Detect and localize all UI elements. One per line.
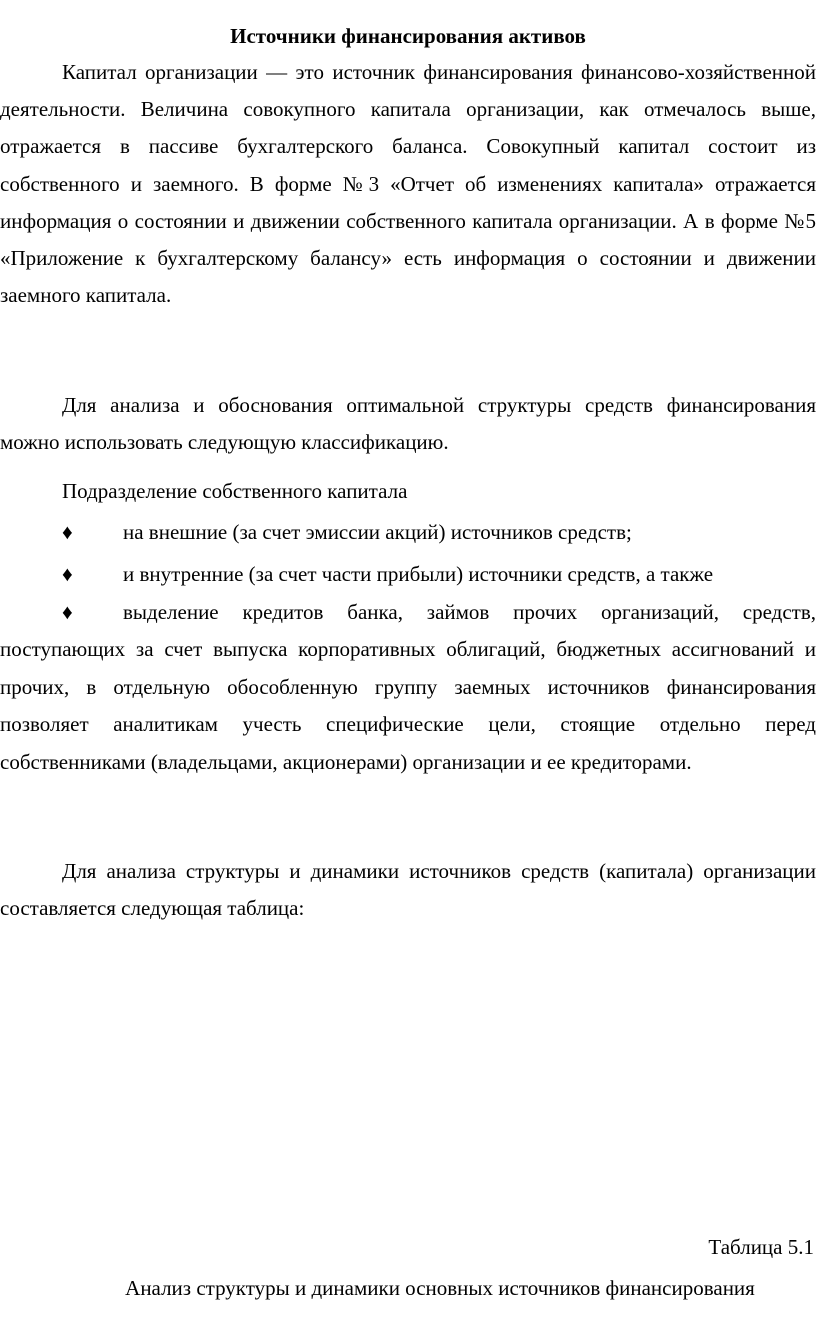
subdivision-heading: Подразделение собственного капитала	[62, 479, 408, 503]
diamond-bullet-icon: ♦	[62, 562, 73, 586]
list-item-text: выделение кредитов банка, займов прочих организаций, средств, поступающих за счет выпуска корпоративных облигаций, бюджетных ассигнований и прочих, в отдельную обособленную группу заемных источников финансирования позволяет аналитикам учесть специфические цели, стоящие отдельно перед собственниками (владельцами, акционерами) организации и ее кредиторами.	[0, 600, 816, 774]
list-item-text: на внешние (за счет эмиссии акций) источников средств;	[123, 520, 632, 544]
table-number: Таблица 5.1	[708, 1235, 814, 1259]
list-item	[0, 594, 816, 781]
table-title: Анализ структуры и динамики основных источников финансирования	[125, 1276, 755, 1300]
document-title: Источники финансирования активов	[230, 24, 586, 48]
list-item-text: и внутренние (за счет части прибыли) источники средств, а также	[123, 562, 714, 586]
paragraph-classification: Для анализа и обоснования оптимальной структуры средств финансирования можно использовать следующую классификацию.	[0, 393, 816, 455]
diamond-bullet-icon: ♦	[62, 600, 73, 624]
paragraph-table-intro: Для анализа структуры и динамики источников средств (капитала) организации составляется следующая таблица:	[0, 859, 816, 921]
diamond-bullet-icon: ♦	[62, 520, 73, 544]
paragraph-capital: Капитал организации — это источник финансирования финансово-хозяйственной деятельности. Величина совокупного капитала организации, как отмечалось выше, отражается в пассиве бухгалтерского баланса. Совокупный капитал состоит из собственного и заемного. В форме №3 «Отчет об изменениях капитала» отражается информация о состоянии и движении собственного капитала организации. А в форме №5 «Приложение к бухгалтерскому балансу» есть информация о состоянии и движении заемного капитала.	[0, 60, 816, 308]
